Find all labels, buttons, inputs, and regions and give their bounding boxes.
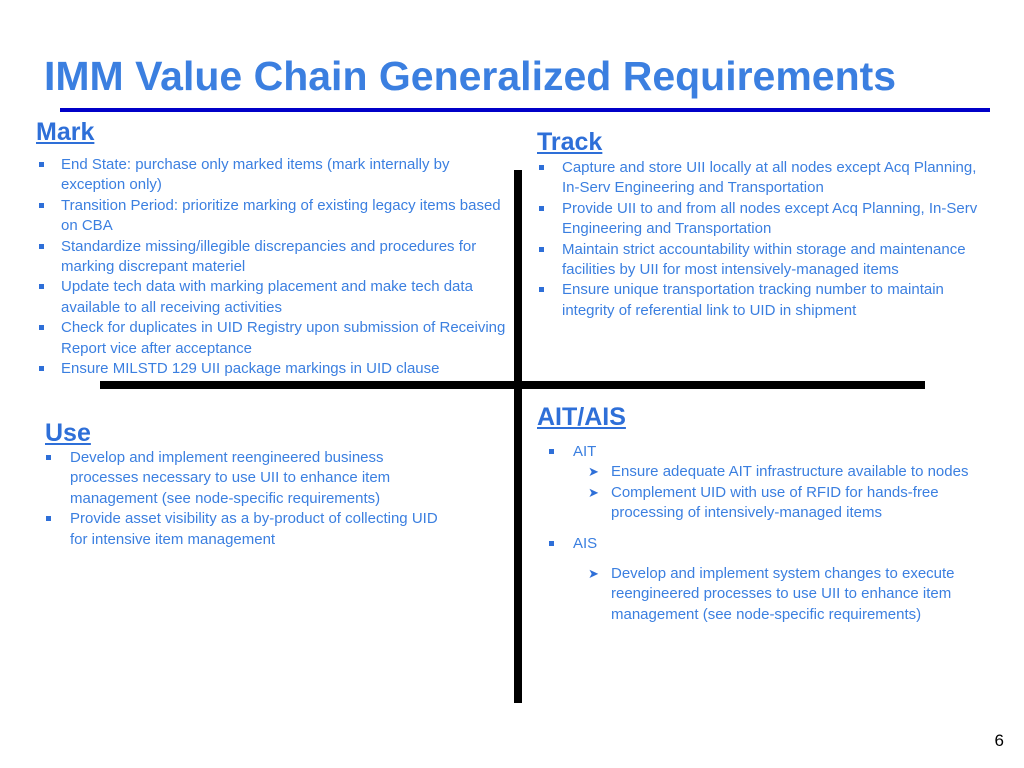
sub-list-item-text: Develop and implement system changes to execute reengineered processes to use UII to enhance item management (see node-specific requirements) [611, 565, 955, 623]
track-list [537, 158, 987, 321]
list-item-ait [537, 442, 987, 462]
list-item-text: Update tech data with marking placement and make tech data available to all receiving activities [61, 278, 473, 316]
list-item [36, 318, 506, 359]
list-item-text: Ensure MILSTD 129 UII package markings in UID clause [61, 360, 440, 378]
square-bullet-icon [39, 162, 44, 167]
list-item [537, 280, 987, 321]
page-number: 6 [994, 731, 1004, 750]
square-bullet-icon [39, 366, 44, 371]
square-bullet-icon [46, 516, 51, 521]
list-item [537, 199, 987, 240]
list-item-text: Ensure unique transportation tracking number to maintain integrity of referential link to UID in shipment [562, 281, 944, 319]
list-item [537, 158, 987, 199]
mark-list [36, 155, 506, 379]
square-bullet-icon [46, 455, 51, 460]
list-item [36, 277, 506, 318]
square-bullet-icon [39, 325, 44, 330]
list-item-ais [537, 534, 987, 554]
list-item-text: Capture and store UII locally at all nodes except Acq Planning, In-Serv Engineering and Transportation [562, 159, 977, 197]
sub-list-item-text: Ensure adequate AIT infrastructure available to nodes [611, 463, 969, 481]
track-heading: Track [537, 128, 603, 156]
sub-list-item [537, 564, 987, 625]
list-item-text: Transition Period: prioritize marking of existing legacy items based on CBA [61, 196, 501, 235]
mark-heading: Mark [36, 118, 95, 146]
list-item [537, 240, 987, 281]
square-bullet-icon [539, 165, 544, 170]
list-item-text: Provide asset visibility as a by-product of collecting UID for intensive item management [70, 510, 438, 548]
list-item-text: End State: purchase only marked items (mark internally by exception only) [61, 156, 450, 194]
horizontal-divider [100, 381, 925, 389]
sub-list-item [537, 462, 987, 482]
list-item [36, 155, 506, 196]
arrow-bullet-icon: ➤ [588, 566, 599, 582]
ait-ais-quadrant [537, 402, 987, 625]
list-item-text: AIS [573, 534, 598, 552]
list-item [36, 196, 506, 237]
square-bullet-icon [39, 203, 44, 208]
list-item-text: Provide UII to and from all nodes except Acq Planning, In-Serv Engineering and Transportation [562, 199, 978, 238]
track-quadrant [537, 127, 987, 321]
arrow-bullet-icon: ➤ [588, 464, 599, 480]
list-item-text: Maintain strict accountability within storage and maintenance facilities by UII for most intensively-managed items [562, 240, 966, 279]
square-bullet-icon [39, 244, 44, 249]
sub-list-item [537, 483, 987, 524]
list-item-text: Develop and implement reengineered business processes necessary to use UII to enhance item management (see node-specific requirements) [70, 449, 391, 507]
list-item [45, 448, 445, 509]
slide-title: IMM Value Chain Generalized Requirements [44, 53, 897, 99]
list-item [45, 509, 445, 550]
list-item-text: Check for duplicates in UID Registry upon submission of Receiving Report vice after acceptance [61, 319, 506, 357]
ait-ais-heading: AIT/AIS [537, 403, 626, 431]
list-item-text: AIT [573, 443, 597, 460]
use-list [45, 448, 445, 550]
vertical-divider [514, 170, 522, 703]
mark-quadrant [36, 117, 506, 379]
arrow-bullet-icon: ➤ [588, 484, 599, 500]
use-quadrant [45, 418, 445, 550]
sub-list-item-text: Complement UID with use of RFID for hands-free processing of intensively-managed items [611, 483, 939, 522]
ait-ais-list [537, 442, 987, 625]
square-bullet-icon [549, 541, 554, 546]
list-item-text: Standardize missing/illegible discrepancies and procedures for marking discrepant materiel [61, 237, 477, 276]
title-underline-rule [60, 108, 990, 112]
use-heading: Use [45, 419, 91, 447]
list-item [36, 359, 506, 379]
square-bullet-icon [539, 287, 544, 292]
square-bullet-icon [539, 206, 544, 211]
list-item [36, 237, 506, 278]
square-bullet-icon [39, 284, 44, 289]
square-bullet-icon [549, 449, 554, 454]
square-bullet-icon [539, 247, 544, 252]
